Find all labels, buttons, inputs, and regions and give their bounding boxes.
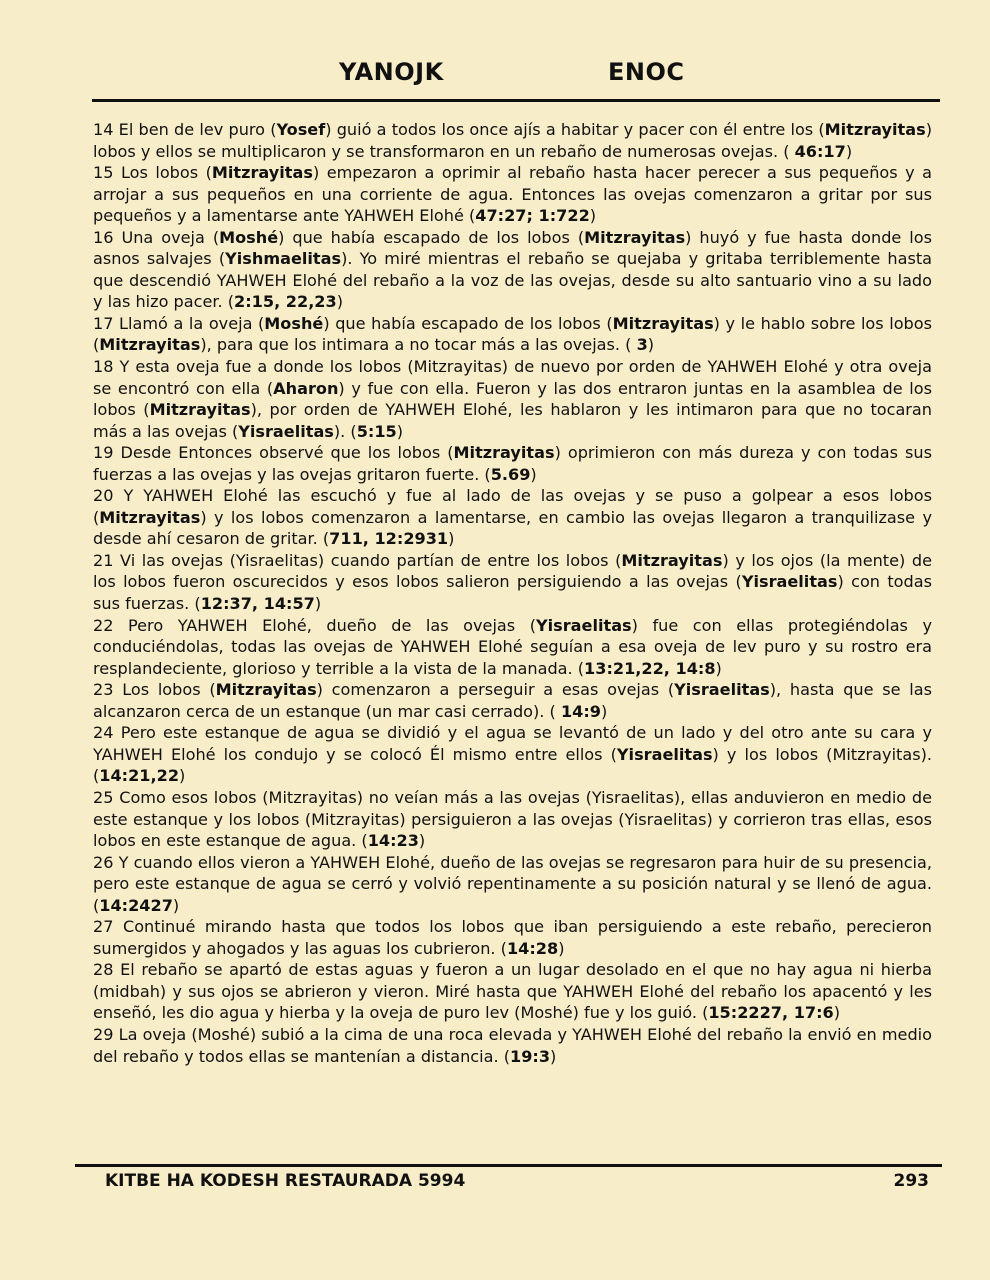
verse-text: 24 Pero este estanque de agua se dividió y el agua se levantó de un lado y del otro ante su cara y YAHWEH Elohé los condujo y se colocó Él mismo entre ellos ( (93, 723, 932, 764)
page-header (0, 58, 990, 94)
verse-bold-text: Mitzrayitas (149, 400, 251, 420)
verse-text: ) lobos y ellos se multiplicaron y se transformaron en un rebaño de numerosas ovejas. ( (93, 120, 932, 161)
verse-text: ) (530, 464, 537, 484)
verse-text: ) empezaron a oprimir al rebaño hasta hacer perecer a sus pequeños y a arrojar a sus pequeños en una corriente de agua. Entonces las ovejas comenzaron a gritar por sus pequeños y a lamentarse ante YAHWEH Elohé ( (93, 163, 932, 226)
verse-text: 22 Pero YAHWEH Elohé, dueño de las ovejas ( (93, 615, 536, 635)
verse-text: 28 El rebaño se apartó de estas aguas y fueron a un lugar desolado en el que no hay agua ni hierba (midbah) y sus ojos se abrieron y vieron. Miré hasta que YAHWEH Elohé del rebaño los apacentó y les enseñó, les dio agua y hierba y la oveja de puro lev (Moshé) fue y los guió. ( (93, 960, 932, 1023)
verse-paragraph (93, 615, 932, 680)
verse-bold-text: Yishmaelitas (225, 249, 342, 269)
verse-bold-text: Mitzrayitas (211, 163, 313, 183)
header-right-title: ENOC (608, 58, 685, 86)
verse-text: ) (448, 529, 455, 549)
verse-text: ). ( (333, 421, 357, 441)
verse-bold-text: 46:17 (794, 141, 846, 161)
verse-paragraph (93, 852, 932, 917)
verse-text: 19 Desde Entonces observé que los lobos ( (93, 443, 454, 463)
verse-text: 15 Los lobos ( (93, 163, 212, 183)
verse-bold-text: 5:15 (356, 421, 397, 441)
page-number: 293 (893, 1171, 929, 1191)
verse-bold-text: Yisraelitas (238, 421, 334, 441)
verse-text: 21 Vi las ovejas (Yisraelitas) cuando partían de entre los lobos ( (93, 550, 622, 570)
verse-paragraph (93, 442, 932, 485)
verse-bold-text: 47:27; 1:722 (475, 206, 590, 226)
verse-text: 17 Llamó a la oveja ( (93, 313, 265, 333)
verse-paragraph (93, 162, 932, 227)
verse-bold-text: Yisraelitas (741, 572, 838, 592)
verse-text: ) con todas sus fuerzas. ( (93, 572, 932, 614)
verse-bold-text: Mitzrayitas (612, 313, 714, 333)
verse-bold-text: Moshé (219, 227, 279, 247)
verse-text: ) (833, 1003, 841, 1023)
verse-bold-text: 15:2227, 17:6 (708, 1003, 834, 1023)
verse-text: ) (600, 701, 608, 721)
verse-bold-text: Mitzrayitas (99, 507, 201, 527)
verse-text: ) (558, 938, 565, 958)
verse-paragraph (93, 787, 932, 852)
verse-text: ) (550, 1046, 557, 1066)
verse-bold-text: Mitzrayitas (99, 335, 201, 355)
verse-text: ), para que los intimara a no tocar más a las ovejas. ( (200, 335, 637, 355)
verse-paragraph (93, 679, 932, 722)
verse-paragraph (93, 722, 932, 787)
footer-title: KITBE HA KODESH RESTAURADA 5994 (105, 1171, 466, 1191)
verse-bold-text: 14:23 (367, 831, 419, 851)
verse-text: ) (715, 658, 722, 678)
verse-bold-text: Yisraelitas (536, 615, 632, 635)
verse-bold-text: 14:21,22 (99, 766, 180, 786)
verse-paragraph (93, 550, 932, 615)
verse-bold-text: Mitzrayitas (621, 550, 723, 570)
verse-text: ) y los lobos comenzaron a lamentarse, en cambio las ovejas llegaron a tranquilizase y desde ahí cesaron de gritar. ( (93, 507, 932, 549)
verse-bold-text: 5.69 (490, 464, 531, 484)
verse-text: 25 Como esos lobos (Mitzrayitas) no veían más a las ovejas (Yisraelitas), ellas anduvieron en medio de este estanque y los lobos (Mitzrayitas) persiguieron a las ovejas (Yisraelitas) y corrieron tras ellas, esos lobos en este estanque de agua. ( (93, 787, 932, 851)
header-left-title: YANOJK (339, 58, 444, 86)
verse-text: 29 La oveja (Moshé) subió a la cima de una roca elevada y YAHWEH Elohé del rebaño la envió en medio del rebaño y todos ellas se mantenían a distancia. ( (93, 1024, 932, 1066)
verse-bold-text: 14:28 (506, 938, 559, 958)
header-rule (92, 99, 940, 102)
verse-text: 18 Y esta oveja fue a donde los lobos (Mitzrayitas) de nuevo por orden de YAHWEH Elohé y otra oveja se encontró con ella ( (93, 357, 932, 398)
verse-bold-text: Aharon (273, 378, 339, 398)
verse-bold-text: 711, 12:2931 (329, 529, 449, 549)
verse-bold-text: 14:9 (560, 701, 601, 721)
verse-bold-text: 2:15, 22,23 (234, 292, 337, 312)
verse-text: ), hasta que se las alcanzaron cerca de un estanque (un mar casi cerrado). ( (93, 680, 932, 721)
verse-paragraph (93, 356, 932, 442)
verse-text: ) (589, 206, 597, 226)
verse-text: ) oprimieron con más dureza y con todas sus fuerzas a las ovejas y las ovejas gritaron fuerte. ( (93, 443, 933, 484)
verse-text: ) y los lobos (Mitzrayitas). ( (93, 744, 932, 786)
verse-bold-text: 13:21,22, 14:8 (584, 658, 716, 678)
verse-text: ), por orden de YAHWEH Elohé, les hablaron y les intimaron para que no tocaran más a las ovejas ( (93, 400, 932, 441)
verse-text: ) (314, 594, 322, 614)
verse-text: 16 Una oveja ( (93, 227, 220, 247)
verse-text: ) y fue con ella. Fueron y las dos entraron juntas en la asamblea de los lobos ( (93, 378, 932, 420)
verse-paragraph (93, 1024, 932, 1067)
verse-bold-text: 12:37, 14:57 (200, 594, 315, 614)
verse-bold-text: Mitzrayitas (824, 120, 926, 139)
verse-paragraph (93, 916, 932, 959)
verse-text: ) fue con ellas protegiéndolas y conduciéndolas, todas las ovejas de YAHWEH Elohé seguían a esa oveja de lev puro y su rostro era resplandeciente, glorioso y terrible a la vista de la manada. ( (93, 615, 933, 678)
verse-text: ) guió a todos los once ajís a habitar y pacer con él entre los ( (325, 120, 825, 139)
verse-text: ) (179, 766, 186, 786)
verse-bold-text: Yisraelitas (616, 744, 713, 764)
verse-text: ) (845, 141, 853, 161)
footer-rule (75, 1164, 942, 1167)
verse-text: 14 El ben de lev puro ( (93, 120, 277, 139)
verse-text: ) y los ojos (la mente) de los lobos fueron oscurecidos y esos lobos salieron persiguiendo a las ovejas ( (93, 550, 932, 592)
verse-bold-text: Yisraelitas (674, 680, 770, 700)
verse-bold-text: Mitzrayitas (584, 227, 686, 247)
verse-paragraph (93, 227, 932, 313)
verse-text: ) comenzaron a perseguir a esas ovejas ( (316, 680, 675, 700)
verse-bold-text: Yosef (276, 120, 326, 139)
verse-text: ). Yo miré mientras el rebaño se quejaba y gritaba terriblemente hasta que descendió YAHWEH Elohé del rebaño a la voz de las ovejas, desde su alto santuario vino a su lado y las hizo pacer. ( (93, 249, 933, 312)
verse-text: 20 Y YAHWEH Elohé las escuchó y fue al lado de las ovejas y se puso a golpear a esos lobos ( (93, 486, 932, 527)
verse-text: ) (172, 895, 180, 915)
verse-text: ) huyó y fue hasta donde los asnos salvajes ( (93, 227, 932, 269)
verse-bold-text: 19:3 (510, 1046, 551, 1066)
verse-bold-text: 14:2427 (99, 895, 173, 915)
verse-paragraph (93, 313, 932, 356)
verse-text: ) (647, 335, 655, 355)
verse-text: 23 Los lobos ( (93, 680, 216, 700)
verse-bold-text: Moshé (264, 313, 324, 333)
verse-text: ) (418, 831, 426, 851)
verse-text: 26 Y cuando ellos vieron a YAHWEH Elohé, dueño de las ovejas se regresaron para huir de su presencia, pero este estanque de agua se cerró y volvió repentinamente a su posición natural y se llenó de agua. ( (93, 852, 932, 915)
verse-text: ) que había escapado de los lobos ( (323, 313, 613, 333)
verse-text: ) (396, 421, 403, 441)
verse-text: 27 Continué mirando hasta que todos los lobos que iban persiguiendo a este rebaño, perecieron sumergidos y ahogados y las aguas los cubrieron. ( (93, 917, 932, 958)
verse-bold-text: Mitzrayitas (453, 443, 555, 463)
verse-body (93, 119, 932, 1067)
verse-paragraph (93, 959, 932, 1024)
verse-text: ) (336, 292, 343, 312)
verse-text: ) y le hablo sobre los lobos ( (93, 313, 932, 355)
verse-bold-text: 3 (636, 335, 648, 355)
verse-paragraph (93, 119, 932, 162)
verse-paragraph (93, 485, 932, 550)
verse-bold-text: Mitzrayitas (215, 680, 317, 700)
verse-text: ) que había escapado de los lobos ( (278, 227, 585, 247)
